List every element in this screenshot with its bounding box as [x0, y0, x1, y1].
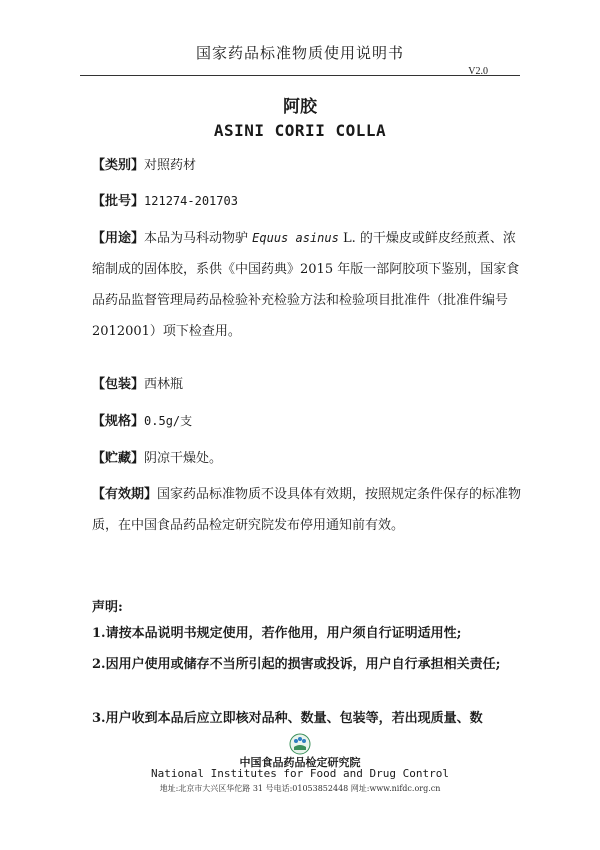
- field-spec: [92, 406, 522, 437]
- product-name-en: ASINI CORII COLLA: [213, 121, 387, 140]
- nifdc-logo-icon: [289, 733, 311, 755]
- field-package-value: 西林瓶: [144, 377, 184, 392]
- field-validity: [92, 479, 522, 541]
- field-package-label: 【包装】: [92, 377, 145, 392]
- field-storage-label: 【贮藏】: [92, 451, 145, 466]
- field-validity-label: 【有效期】: [92, 487, 158, 502]
- footer-org-cn: 中国食品药品检定研究院: [239, 756, 361, 769]
- header-title: 国家药品标准物质使用说明书: [195, 44, 404, 62]
- field-batch: [92, 186, 522, 217]
- field-use-latin: Equus asinus: [252, 231, 339, 245]
- product-name-cn: 阿胶: [283, 97, 317, 117]
- field-storage: [92, 443, 522, 474]
- declaration-item: 2.因用户使用或储存不当所引起的损害或投诉，用户自行承担相关责任;: [92, 657, 501, 672]
- field-category: [92, 150, 522, 181]
- field-category-label: 【类别】: [92, 158, 145, 173]
- declaration-item: 3.用户收到本品后应立即核对品种、数量、包装等，若出现质量、数: [92, 711, 483, 726]
- header-rule: [80, 75, 520, 76]
- declaration-item: 1.请按本品说明书规定使用，若作他用，用户须自行证明适用性;: [92, 626, 462, 641]
- field-batch-label: 【批号】: [92, 194, 145, 209]
- field-use-text-after: L. 的干燥皮或鲜皮经煎煮、浓缩制成的固体胶，系供《中国药典》2015 年版一部阿胶项下鉴别，国家食品药品监督管理局药品检验补充检验方法和检验项目批准件（批准件编号 2012001）项下检查用。: [92, 231, 520, 339]
- field-use: [92, 223, 522, 347]
- footer-address: 地址:北京市大兴区华佗路 31 号电话:01053852448 网址:www.nifdc.org.cn: [159, 784, 441, 793]
- field-package: [92, 369, 522, 400]
- field-validity-value: 国家药品标准物质不设具体有效期，按照规定条件保存的标准物质，在中国食品药品检定研究院发布停用通知前有效。: [92, 487, 522, 533]
- version-label: V2.0: [468, 66, 488, 77]
- field-spec-value: 0.5g/支: [144, 414, 193, 428]
- field-spec-label: 【规格】: [92, 414, 145, 429]
- field-use-label: 【用途】: [92, 231, 145, 246]
- footer-org-en: National Institutes for Food and Drug Control: [150, 767, 449, 780]
- field-use-text-before: 本品为马科动物驴: [144, 231, 253, 246]
- field-category-value: 对照药材: [144, 158, 197, 173]
- declaration-heading: 声明:: [92, 600, 123, 615]
- field-batch-value: 121274-201703: [144, 194, 238, 208]
- field-storage-value: 阴凉干燥处。: [144, 451, 223, 466]
